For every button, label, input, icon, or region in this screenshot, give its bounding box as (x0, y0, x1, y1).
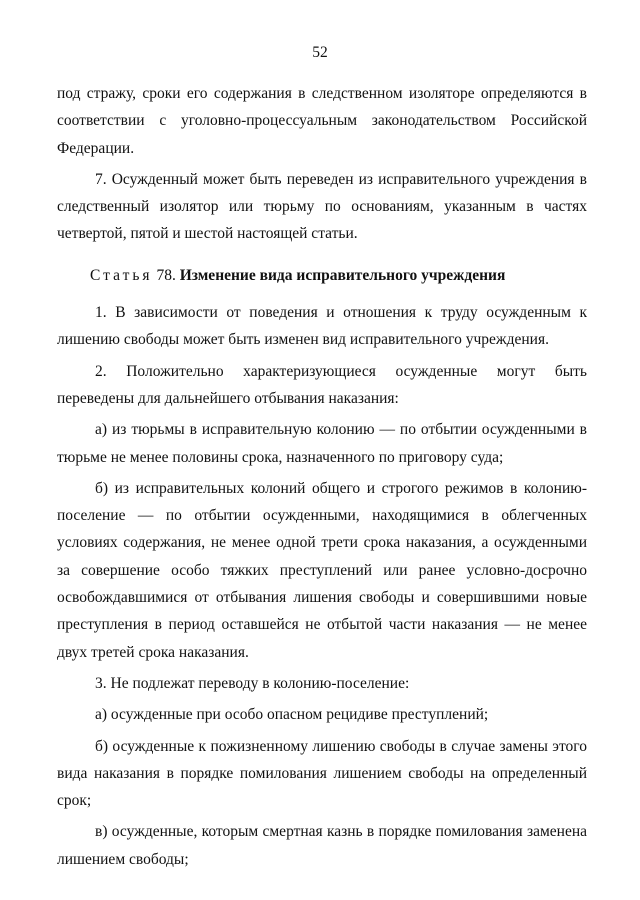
document-body (57, 80, 587, 877)
article-title: Изменение вида исправительного учреждения (179, 266, 506, 284)
paragraph-7: 7. Осужденный может быть переведен из исправительного учреждения в следственный изолятор или тюрьму по основаниям, указанным в частях четвертой, пятой и шестой настоящей статьи. (57, 170, 587, 243)
paragraph-item-3v: в) осужденные, которым смертная казнь в порядке помилования заменена лишением свободы; (57, 823, 587, 868)
paragraph-item-2: 2. Положительно характеризующиеся осужденные могут быть переведены для дальнейшего отбывания наказания: (57, 362, 587, 407)
paragraph-item-2b: б) из исправительных колоний общего и строгого режимов в колонию-поселение — по отбытии осужденными, находящимися в облегченных условиях содержания, не менее одной трети срока наказания, а осужденными за совершение особо тяжких преступлений или ранее условно-досрочно освобождавшимися от отбывания лишения свободы и совершившими новые преступления в период оставшейся не отбытой части наказания — не менее двух третей срока наказания. (57, 479, 587, 661)
paragraph-item-1: 1. В зависимости от поведения и отношения к труду осужденным к лишению свободы может быть изменен вид исправительного учреждения. (57, 304, 587, 349)
paragraph-item-2a: а) из тюрьмы в исправительную колонию — по отбытии осужденными в тюрьме не менее половины срока, назначенного по приговору суда; (57, 421, 587, 466)
page-number: 52 (312, 44, 328, 61)
article-heading (57, 262, 587, 289)
paragraph-continuation: под стражу, сроки его содержания в следственном изоляторе определяются в соответствии с уголовно-процессуальным законодательством Российской Федерации. (57, 85, 587, 157)
paragraph-item-3: 3. Не подлежат переводу в колонию-поселение: (95, 674, 410, 692)
article-number: 78. (156, 266, 176, 284)
paragraph-item-3b: б) осужденные к пожизненному лишению свободы в случае замены этого вида наказания в порядке помилования лишением свободы на определенный срок; (57, 737, 587, 810)
paragraph-item-3a: а) осужденные при особо опасном рецидиве преступлений; (95, 706, 489, 724)
article-label: Статья (90, 266, 153, 284)
